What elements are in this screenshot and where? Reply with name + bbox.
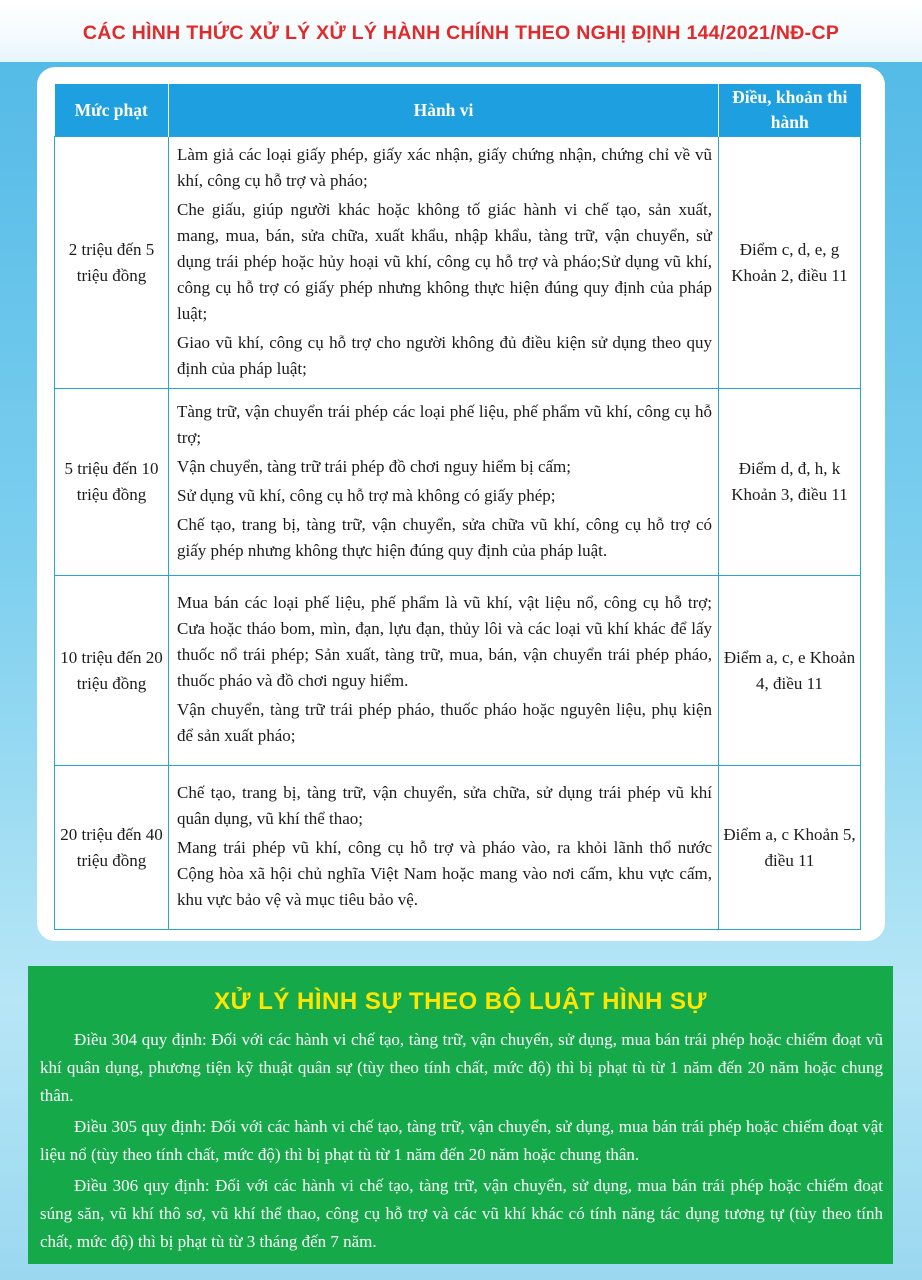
cite-cell: Điểm a, c, e Khoản 4, điều 11 [719, 576, 861, 766]
act-item: Che giấu, giúp người khác hoặc không tố giác hành vi chế tạo, sản xuất, mang, mua, bán, sửa chữa, xuất khẩu, nhập khẩu, tàng trữ, vận chuyển, sử dụng trái phép hoặc hủy hoại vũ khí, công cụ hỗ trợ và pháo;Sử dụng vũ khí, công cụ hỗ trợ có giấy phép nhưng không thực hiện đúng quy định của pháp luật; [177, 199, 712, 323]
fine-cell: 10 triệu đến 20 triệu đồng [55, 576, 169, 766]
acts-cell [169, 137, 719, 389]
article-paragraph: Điều 306 quy định: Đối với các hành vi chế tạo, tàng trữ, vận chuyển, sử dụng, mua bán trái phép hoặc chiếm đoạt súng săn, vũ khí thô sơ, vũ khí thể thao, công cụ hỗ trợ và các vũ khí khác có tính năng tác dụng tương tự (tùy theo tính chất, mức độ) thì bị phạt tù từ 3 tháng đến 7 năm. [40, 1176, 883, 1251]
table-row [55, 137, 861, 389]
header-cite: Điều, khoản thi hành [719, 84, 861, 137]
act-item: Chế tạo, trang bị, tàng trữ, vận chuyển, sửa chữa vũ khí, công cụ hỗ trợ có giấy phép nhưng không thực hiện đúng quy định của pháp luật. [177, 514, 712, 560]
header-fine: Mức phạt [55, 84, 169, 137]
criminal-heading: XỬ LÝ HÌNH SỰ THEO BỘ LUẬT HÌNH SỰ [214, 988, 707, 1015]
act-item: Mang trái phép vũ khí, công cụ hỗ trợ và pháo vào, ra khỏi lãnh thổ nước Cộng hòa xã hội chủ nghĩa Việt Nam hoặc mang vào nơi cấm, khu vực cấm, khu vực bảo vệ và mục tiêu bảo vệ. [177, 838, 712, 909]
penalty-table [54, 84, 861, 930]
fine-cell: 2 triệu đến 5 triệu đồng [55, 137, 169, 389]
acts-cell [169, 576, 719, 766]
acts-cell [169, 389, 719, 576]
table-row [55, 389, 861, 576]
table-row [55, 766, 861, 930]
table-row [55, 576, 861, 766]
table-header-row [55, 84, 861, 137]
act-item: Vận chuyển, tàng trữ trái phép pháo, thuốc pháo hoặc nguyên liệu, phụ kiện để sản xuất pháo; [177, 700, 712, 745]
act-item: Mua bán các loại phế liệu, phế phẩm là vũ khí, vật liệu nổ, công cụ hỗ trợ; Cưa hoặc tháo bom, mìn, đạn, lựu đạn, thủy lôi và các loại vũ khí khác để lấy thuốc nổ trái phép; Sản xuất, tàng trữ, mua, bán, vận chuyển trái phép pháo, thuốc pháo và đồ chơi nguy hiểm. [177, 593, 712, 690]
page-title: CÁC HÌNH THỨC XỬ LÝ XỬ LÝ HÀNH CHÍNH THEO NGHỊ ĐỊNH 144/2021/NĐ-CP [82, 22, 840, 44]
act-item: Giao vũ khí, công cụ hỗ trợ cho người không đủ điều kiện sử dụng theo quy định của pháp luật; [177, 332, 712, 378]
cite-cell: Điểm c, d, e, g Khoản 2, điều 11 [719, 137, 861, 389]
cite-cell: Điểm a, c Khoản 5, điều 11 [719, 766, 861, 930]
header-acts: Hành vi [169, 84, 719, 137]
fine-cell: 5 triệu đến 10 triệu đồng [55, 389, 169, 576]
act-item: Tàng trữ, vận chuyển trái phép các loại phế liệu, phế phẩm vũ khí, công cụ hỗ trợ; [177, 401, 712, 447]
act-item: Làm giả các loại giấy phép, giấy xác nhận, giấy chứng nhận, chứng chỉ về vũ khí, công cụ hỗ trợ và pháo; [177, 144, 712, 190]
article-paragraph: Điều 304 quy định: Đối với các hành vi chế tạo, tàng trữ, vận chuyển, sử dụng, mua bán trái phép hoặc chiếm đoạt vũ khí quân dụng, phương tiện kỹ thuật quân sự (tùy theo tính chất, mức độ) thì bị phạt tù từ 1 năm đến 20 năm hoặc chung thân. [40, 1030, 883, 1105]
criminal-paragraphs [40, 1026, 883, 1259]
act-item: Vận chuyển, tàng trữ trái phép đồ chơi nguy hiểm bị cấm; [177, 456, 571, 476]
act-item: Sử dụng vũ khí, công cụ hỗ trợ mà không có giấy phép; [177, 485, 556, 505]
acts-cell [169, 766, 719, 930]
article-paragraph: Điều 305 quy định: Đối với các hành vi chế tạo, tàng trữ, vận chuyển, sử dụng, mua bán trái phép hoặc chiếm đoạt vật liệu nổ (tùy theo tính chất, mức độ) thì bị phạt tù từ 1 năm đến 20 năm hoặc chung thân. [40, 1117, 883, 1164]
fine-cell: 20 triệu đến 40 triệu đồng [55, 766, 169, 930]
cite-cell: Điểm d, đ, h, k Khoản 3, điều 11 [719, 389, 861, 576]
act-item: Chế tạo, trang bị, tàng trữ, vận chuyển, sửa chữa, sử dụng trái phép vũ khí quân dụng, vũ khí thể thao; [177, 783, 712, 828]
criminal-section [28, 966, 893, 1264]
